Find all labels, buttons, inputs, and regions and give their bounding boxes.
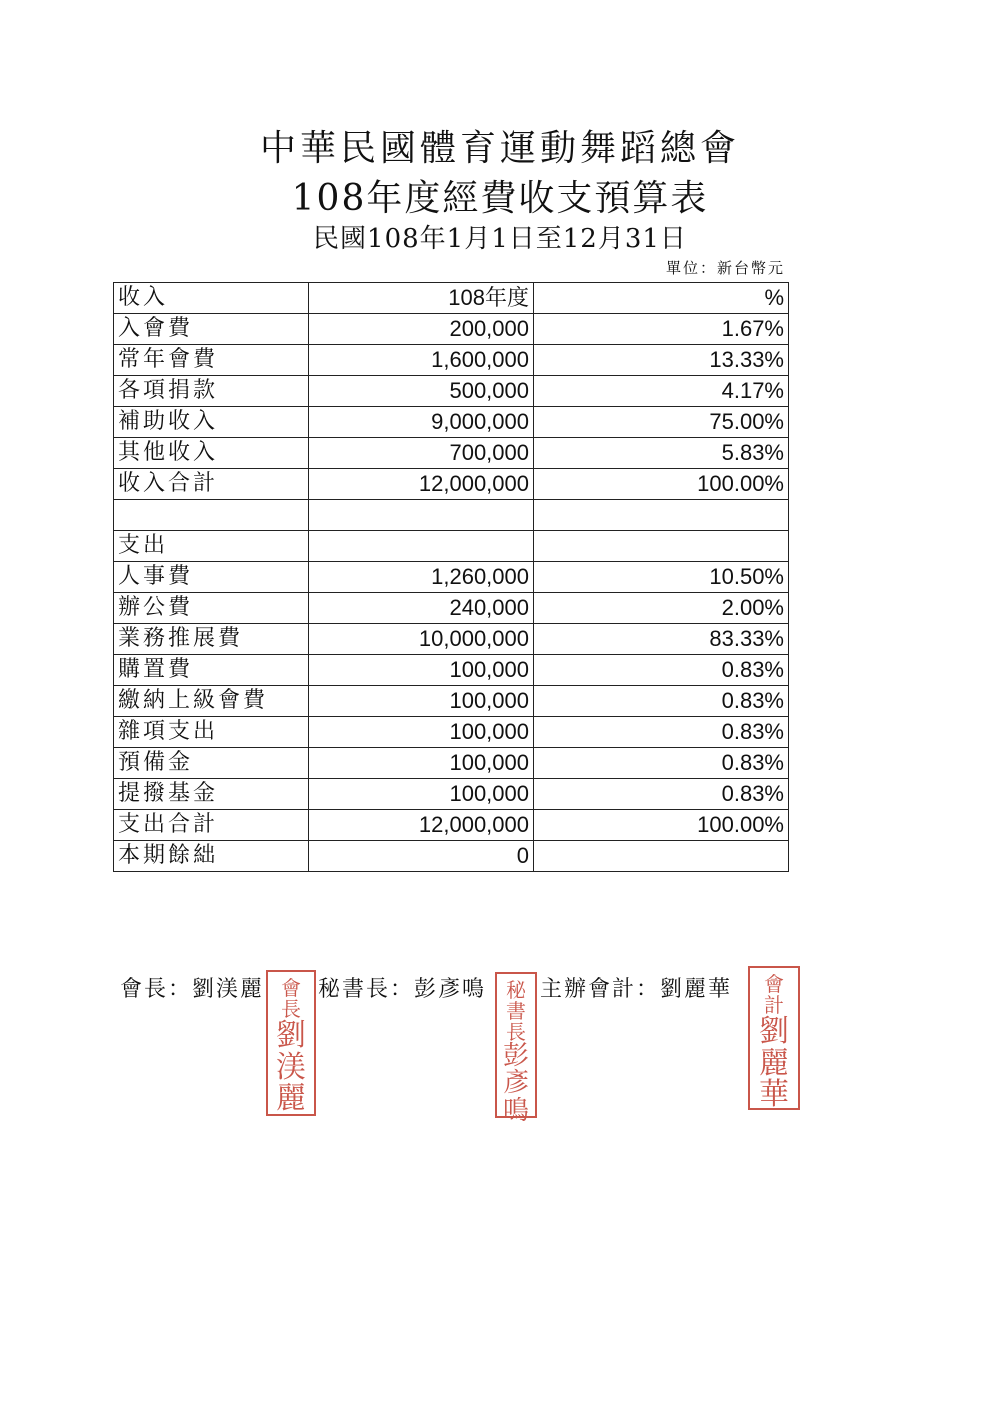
row-percentage	[534, 500, 789, 531]
seal-char: 會	[764, 972, 784, 996]
row-percentage: 0.83%	[534, 717, 789, 748]
row-amount: 200,000	[309, 314, 534, 345]
table-row	[114, 407, 789, 438]
row-amount: 108年度	[309, 283, 534, 314]
row-amount: 10,000,000	[309, 624, 534, 655]
secretary-seal	[495, 972, 537, 1126]
table-row	[114, 655, 789, 686]
seal-char: 書	[506, 999, 526, 1023]
row-amount: 100,000	[309, 655, 534, 686]
budget-period: 民國108年1月1日至12月31日	[313, 224, 687, 254]
table-row	[114, 438, 789, 469]
row-percentage: 4.17%	[534, 376, 789, 407]
row-label: 預備金	[114, 748, 309, 779]
accountant-seal	[748, 966, 800, 1110]
row-amount: 500,000	[309, 376, 534, 407]
row-label: 常年會費	[114, 345, 309, 376]
document-title: 108年度經費收支預算表	[291, 178, 709, 219]
row-label: 雜項支出	[114, 717, 309, 748]
row-label: 收入	[114, 283, 309, 314]
row-percentage: 100.00%	[534, 810, 789, 841]
row-percentage: 10.50%	[534, 562, 789, 593]
table-row	[114, 841, 789, 872]
seal-char: 彥	[502, 1068, 529, 1099]
secretary-signature: 秘書長：彭彥鳴	[318, 977, 487, 1002]
table-row	[114, 314, 789, 345]
row-label: 各項捐款	[114, 376, 309, 407]
seal-char: 劉	[276, 1018, 306, 1053]
row-amount: 9,000,000	[309, 407, 534, 438]
seal-char: 秘	[506, 978, 526, 1002]
row-label: 繳納上級會費	[114, 686, 309, 717]
president-signature: 會長：劉渼麗	[120, 977, 265, 1002]
table-row	[114, 500, 789, 531]
row-label: 提撥基金	[114, 779, 309, 810]
seal-char: 鳴	[502, 1095, 529, 1126]
row-percentage: 13.33%	[534, 345, 789, 376]
seal-char: 渼	[276, 1049, 306, 1085]
row-label: 收入合計	[114, 469, 309, 500]
seal-char: 麗	[276, 1081, 306, 1116]
accountant-signature: 主辦會計：劉麗華	[540, 977, 733, 1002]
table-row	[114, 469, 789, 500]
president-seal	[266, 970, 316, 1116]
currency-unit: 單位：新台幣元	[665, 259, 785, 277]
table-row	[114, 748, 789, 779]
table-row	[114, 593, 789, 624]
organization-name: 中華民國體育運動舞蹈總會	[259, 128, 740, 169]
seal-char: 麗	[759, 1045, 789, 1081]
row-percentage: 0.83%	[534, 686, 789, 717]
row-label: 入會費	[114, 314, 309, 345]
table-row	[114, 345, 789, 376]
table-row	[114, 376, 789, 407]
row-amount: 1,260,000	[309, 562, 534, 593]
table-row	[114, 624, 789, 655]
row-percentage: 0.83%	[534, 779, 789, 810]
row-amount: 100,000	[309, 748, 534, 779]
row-amount	[309, 531, 534, 562]
row-amount: 12,000,000	[309, 469, 534, 500]
row-amount: 100,000	[309, 686, 534, 717]
row-amount: 0	[309, 841, 534, 872]
table-row	[114, 779, 789, 810]
row-percentage: 75.00%	[534, 407, 789, 438]
row-label: 其他收入	[114, 438, 309, 469]
table-row	[114, 686, 789, 717]
seal-char: 彭	[502, 1041, 529, 1071]
table-row	[114, 562, 789, 593]
row-amount: 700,000	[309, 438, 534, 469]
budget-table	[113, 282, 789, 872]
table-row	[114, 717, 789, 748]
row-percentage: 100.00%	[534, 469, 789, 500]
row-percentage: 2.00%	[534, 593, 789, 624]
seal-char: 長	[506, 1020, 526, 1044]
seal-char: 會	[281, 976, 301, 1000]
table-row	[114, 531, 789, 562]
row-percentage	[534, 531, 789, 562]
row-label: 補助收入	[114, 407, 309, 438]
row-label: 本期餘絀	[114, 841, 309, 872]
row-amount: 100,000	[309, 779, 534, 810]
row-amount	[309, 500, 534, 531]
row-percentage: 1.67%	[534, 314, 789, 345]
table-row	[114, 810, 789, 841]
row-percentage	[534, 841, 789, 872]
row-amount: 100,000	[309, 717, 534, 748]
row-amount: 12,000,000	[309, 810, 534, 841]
budget-table-body	[114, 283, 789, 872]
row-label: 業務推展費	[114, 624, 309, 655]
seal-char: 劉	[759, 1014, 789, 1049]
row-label: 人事費	[114, 562, 309, 593]
row-label: 支出合計	[114, 810, 309, 841]
row-amount: 240,000	[309, 593, 534, 624]
row-label	[114, 500, 309, 531]
row-percentage: 0.83%	[534, 748, 789, 779]
row-percentage: %	[534, 283, 789, 314]
table-row	[114, 283, 789, 314]
seal-char: 長	[281, 997, 301, 1021]
row-percentage: 5.83%	[534, 438, 789, 469]
row-label: 購置費	[114, 655, 309, 686]
row-percentage: 0.83%	[534, 655, 789, 686]
row-percentage: 83.33%	[534, 624, 789, 655]
seal-char: 華	[759, 1077, 789, 1112]
row-label: 支出	[114, 531, 309, 562]
seal-char: 計	[764, 993, 784, 1017]
row-amount: 1,600,000	[309, 345, 534, 376]
row-label: 辦公費	[114, 593, 309, 624]
